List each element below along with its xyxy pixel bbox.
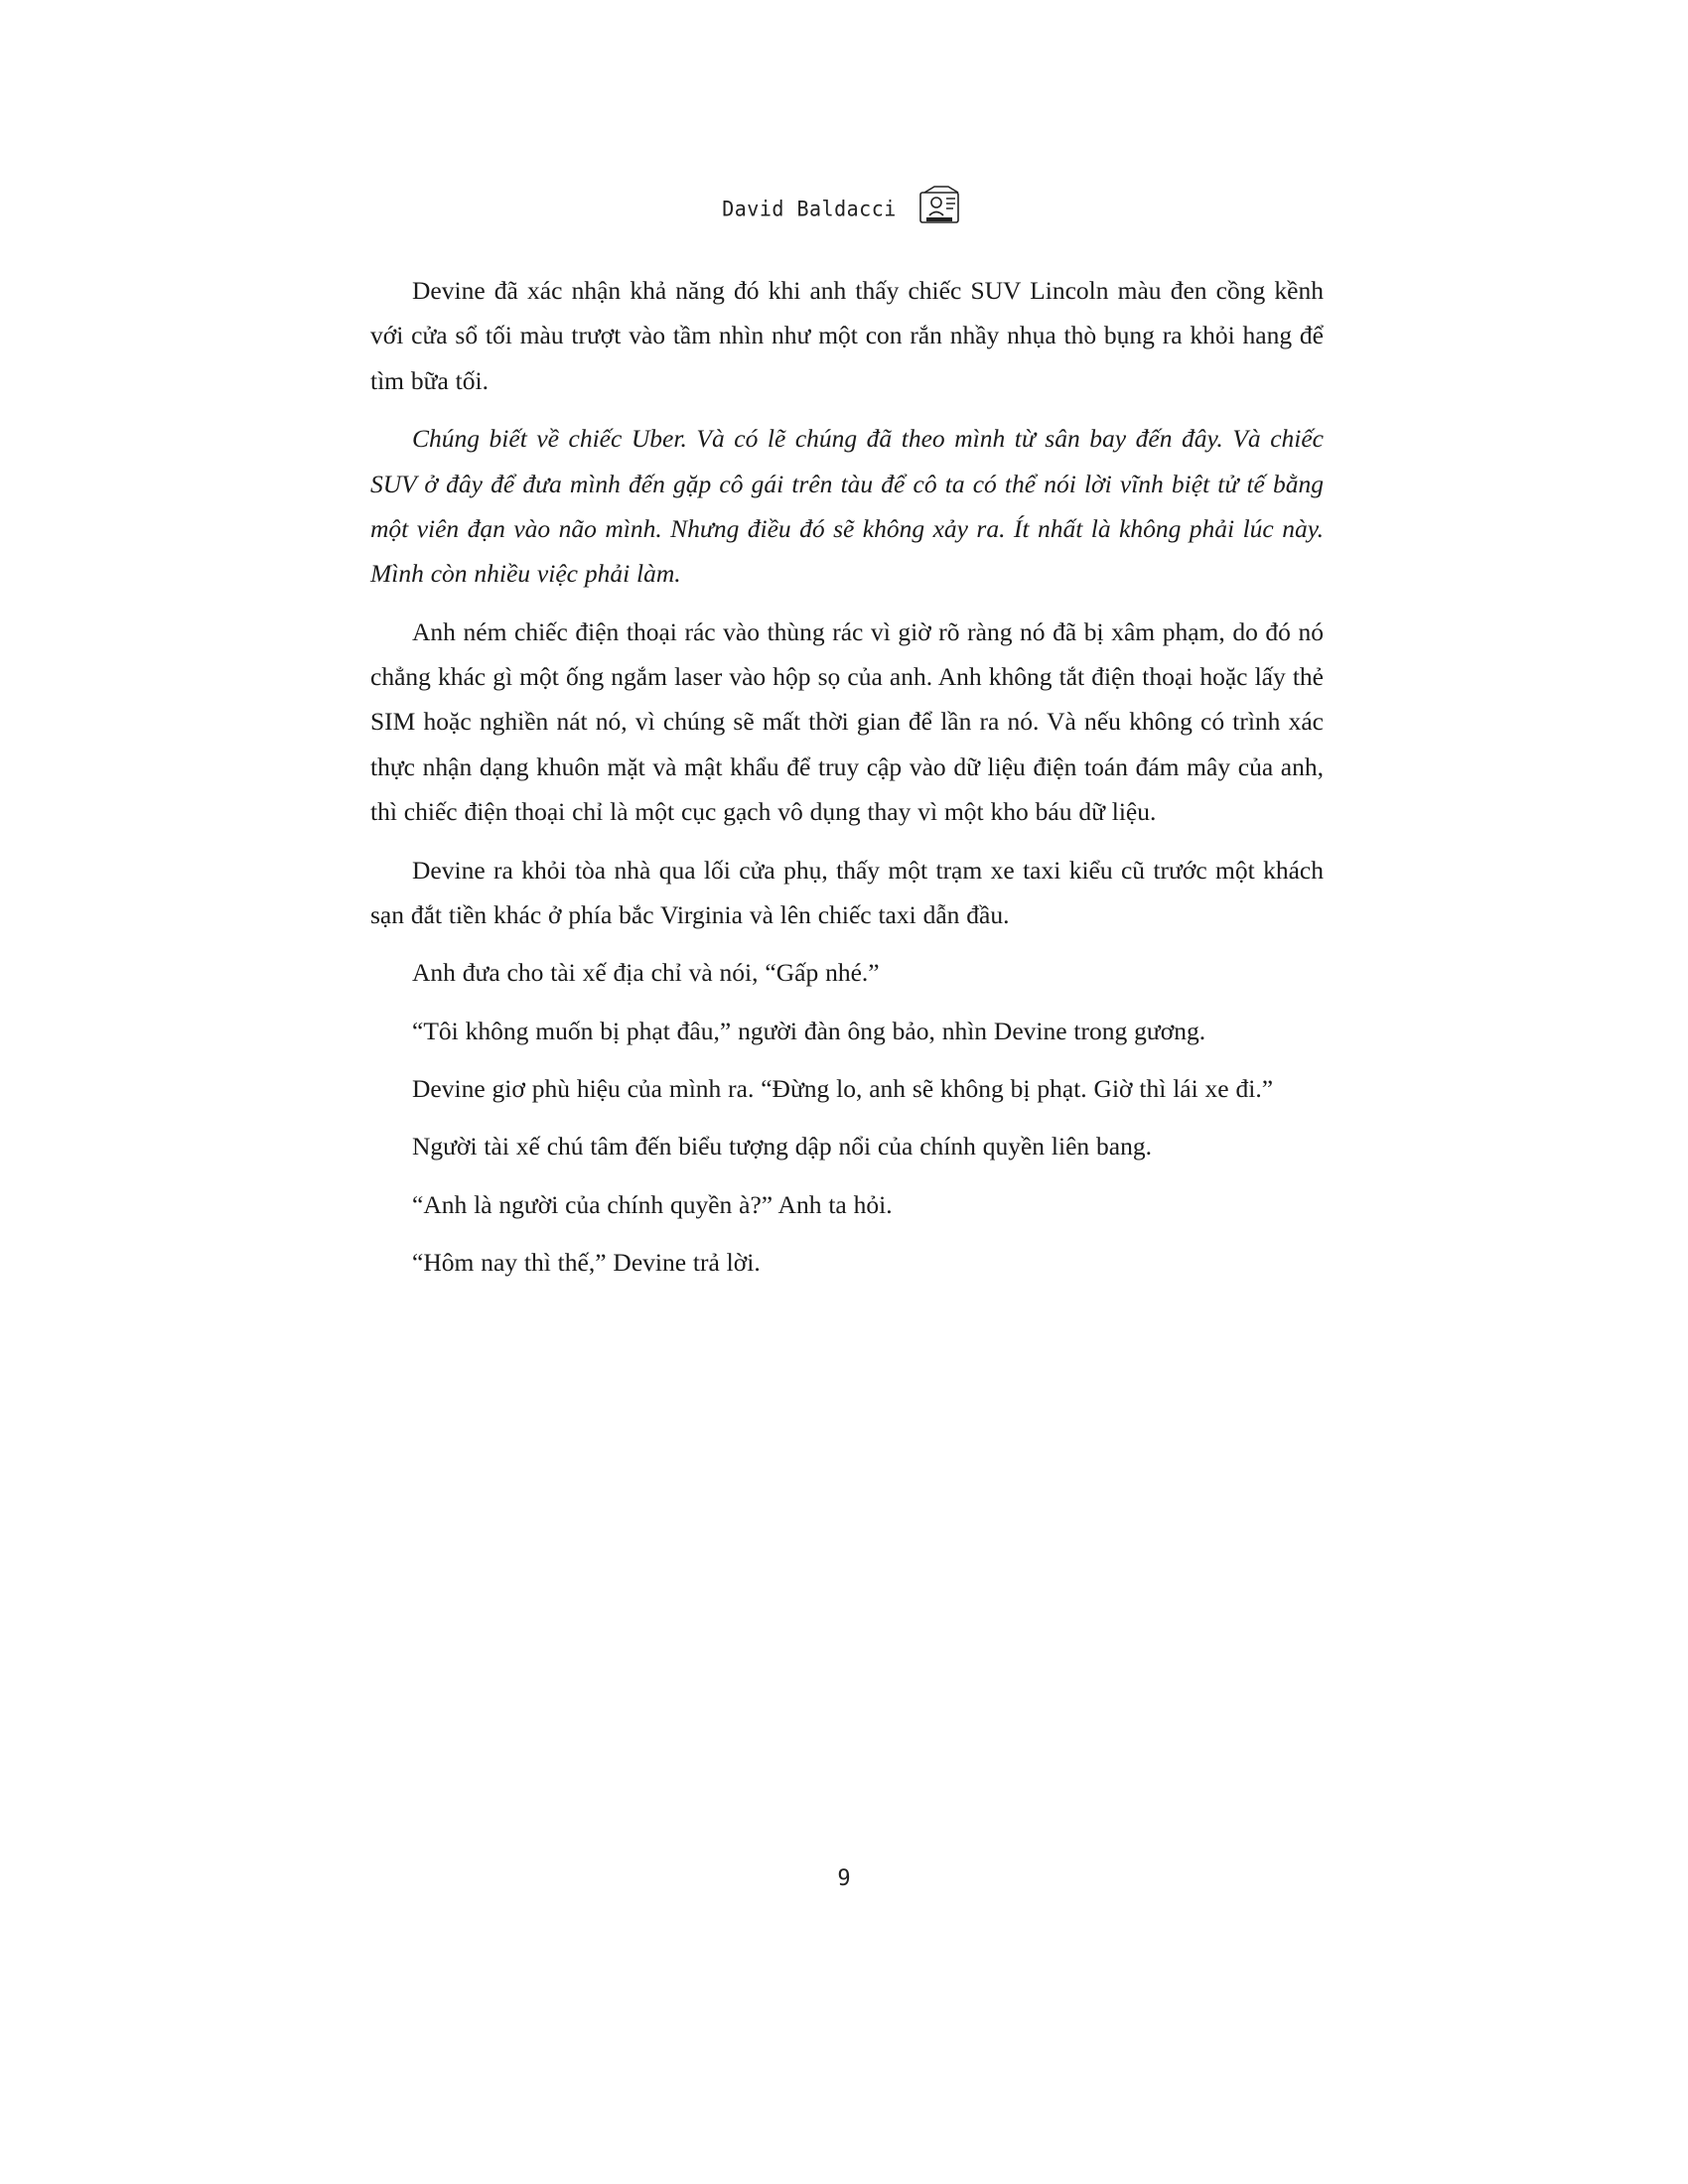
paragraph-italic: Chúng biết về chiếc Uber. Và có lẽ chúng đã theo mình từ sân bay đến đây. Và chiếc SUV ở đây để đưa mình đến gặp cô gái trên tàu để cô ta có thể nói lời vĩnh biệt tử tế bằng một viên đạn vào não mình. Nhưng điều đó sẽ không xảy ra. Ít nhất là không phải lúc này. Mình còn nhiều việc phải làm. [370,424,1324,589]
paragraph: “Hôm nay thì thế,” Devine trả lời. [412,1248,761,1278]
paragraph: “Tôi không muốn bị phạt đâu,” người đàn ông bảo, nhìn Devine trong gương. [412,1016,1206,1045]
running-head [370,179,1324,238]
author-name: David Baldacci [722,196,897,221]
page-number: 9 [837,1866,851,1891]
paragraph: Anh đưa cho tài xế địa chỉ và nói, “Gấp nhé.” [412,958,880,988]
paragraph: Devine ra khỏi tòa nhà qua lối cửa phụ, thấy một trạm xe taxi kiểu cũ trước một khách sạn đắt tiền khác ở phía bắc Virginia và lên chiếc taxi dẫn đầu. [370,855,1324,929]
paragraph: Người tài xế chú tâm đến biểu tượng dập nổi của chính quyền liên bang. [412,1132,1152,1161]
id-badge-icon [911,185,972,232]
paragraph: “Anh là người của chính quyền à?” Anh ta hỏi. [412,1189,893,1219]
paragraph: Devine giơ phù hiệu của mình ra. “Đừng lo, anh sẽ không bị phạt. Giờ thì lái xe đi.” [412,1074,1274,1103]
paragraph: Anh ném chiếc điện thoại rác vào thùng rác vì giờ rõ ràng nó đã bị xâm phạm, do đó nó chẳng khác gì một ống ngắm laser vào hộp sọ của anh. Anh không tắt điện thoại hoặc lấy thẻ SIM hoặc nghiền nát nó, vì chúng sẽ mất thời gian để lần ra nó. Và nếu không có trình xác thực nhận dạng khuôn mặt và mật khẩu để truy cập vào dữ liệu điện toán đám mây của anh, thì chiếc điện thoại chỉ là một cục gạch vô dụng thay vì một kho báu dữ liệu. [370,616,1324,827]
paragraph: Devine đã xác nhận khả năng đó khi anh thấy chiếc SUV Lincoln màu đen cồng kềnh với cửa sổ tối màu trượt vào tầm nhìn như một con rắn nhầy nhụa thò bụng ra khỏi hang để tìm bữa tối. [370,276,1324,395]
page-content [370,179,1324,1286]
